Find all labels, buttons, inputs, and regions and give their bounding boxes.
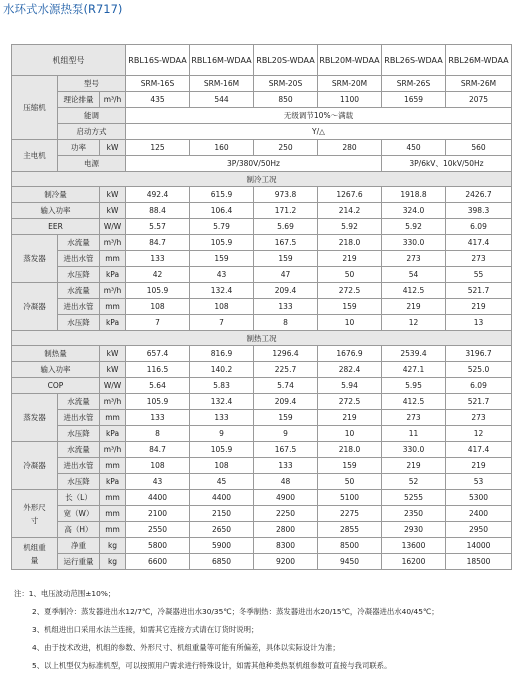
cell: 10 (318, 426, 382, 442)
cell: 560 (446, 140, 512, 156)
cell: 5.74 (254, 378, 318, 394)
cell: 5.92 (382, 219, 446, 235)
cell: 132.4 (190, 394, 254, 410)
cell: 6600 (126, 554, 190, 570)
model-header-row (12, 45, 512, 76)
condenser-label: 冷凝器 (12, 283, 58, 331)
cell: 10 (318, 315, 382, 331)
cell: SRM-20M (318, 76, 382, 92)
heating-capacity-row (12, 346, 512, 362)
cell: 2275 (318, 506, 382, 522)
model-name: RBL20S-WDAA (254, 45, 318, 76)
unit-label: mm (100, 299, 126, 315)
dimensions-label: 外形尺寸 (12, 490, 58, 538)
cell: 544 (190, 92, 254, 108)
cell: SRM-16S (126, 76, 190, 92)
cell: 105.9 (126, 394, 190, 410)
cell: 132.4 (190, 283, 254, 299)
pressure-drop-label: 水压降 (58, 474, 100, 490)
cooling-section-row (12, 172, 512, 187)
cell: 2950 (446, 522, 512, 538)
cell: 54 (382, 267, 446, 283)
heating-section-row (12, 331, 512, 346)
unit-label: kW (100, 346, 126, 362)
cell: 48 (254, 474, 318, 490)
cell: 105.9 (190, 442, 254, 458)
cell: 412.5 (382, 394, 446, 410)
cell: 2930 (382, 522, 446, 538)
cell: 47 (254, 267, 318, 283)
capacity-control-row (12, 108, 512, 124)
flow-label: 水流量 (58, 442, 100, 458)
cell: 273 (382, 410, 446, 426)
cell: 108 (126, 458, 190, 474)
capacity-control-label: 能调 (58, 108, 126, 124)
cell: 521.7 (446, 283, 512, 299)
cell: 18500 (446, 554, 512, 570)
cell: 1676.9 (318, 346, 382, 362)
cell: 417.4 (446, 235, 512, 251)
model-group-label: 机组型号 (12, 45, 126, 76)
unit-label: kPa (100, 267, 126, 283)
heating-evap-dp-row (12, 426, 512, 442)
height-row (12, 522, 512, 538)
cell: SRM-26S (382, 76, 446, 92)
motor-label: 主电机 (12, 140, 58, 172)
cell: 108 (190, 458, 254, 474)
cell: 492.4 (126, 187, 190, 203)
cell: 9200 (254, 554, 318, 570)
cooling-section-heading: 制冷工况 (12, 172, 512, 187)
displacement-row (12, 92, 512, 108)
cell: 398.3 (446, 203, 512, 219)
heating-evap-pipe-row (12, 410, 512, 426)
pressure-drop-label: 水压降 (58, 426, 100, 442)
cell: 219 (382, 458, 446, 474)
cop-row (12, 378, 512, 394)
cell: 525.0 (446, 362, 512, 378)
heating-section-heading: 制热工况 (12, 331, 512, 346)
unit-label: kPa (100, 474, 126, 490)
cell: 133 (254, 299, 318, 315)
input-power-label: 输入功率 (12, 203, 100, 219)
cell: 105.9 (190, 235, 254, 251)
net-weight-label: 净重 (58, 538, 100, 554)
pressure-drop-label: 水压降 (58, 315, 100, 331)
footnote: 5、以上机型仅为标准机型，可以按照用户需求进行特殊设计，如需其他种类热泵机组参数可直接与我司联系。 (32, 661, 392, 670)
pipe-label: 进出水管 (58, 410, 100, 426)
cell: 2150 (190, 506, 254, 522)
pipe-label: 进出水管 (58, 458, 100, 474)
net-weight-row (12, 538, 512, 554)
cell: 159 (318, 458, 382, 474)
unit-label: kW (100, 362, 126, 378)
cell: 417.4 (446, 442, 512, 458)
cell: 8 (254, 315, 318, 331)
condenser-label: 冷凝器 (12, 442, 58, 490)
cell: 272.5 (318, 283, 382, 299)
cooling-capacity-row (12, 187, 512, 203)
unit-label: W/W (100, 378, 126, 394)
cell: 5.95 (382, 378, 446, 394)
unit-label: m³/h (100, 92, 126, 108)
eer-label: EER (12, 219, 100, 235)
cell: 2800 (254, 522, 318, 538)
cell: 273 (446, 410, 512, 426)
cell: 106.4 (190, 203, 254, 219)
model-name: RBL26M-WDAA (446, 45, 512, 76)
cell: 88.4 (126, 203, 190, 219)
cell: 5300 (446, 490, 512, 506)
cell: 13600 (382, 538, 446, 554)
heating-capacity-label: 制热量 (12, 346, 100, 362)
cell: 6850 (190, 554, 254, 570)
unit-label: mm (100, 251, 126, 267)
input-power-label: 输入功率 (12, 362, 100, 378)
length-row (12, 490, 512, 506)
flow-label: 水流量 (58, 235, 100, 251)
cell: 2855 (318, 522, 382, 538)
cell: 9 (254, 426, 318, 442)
cell: 521.7 (446, 394, 512, 410)
type-label: 型号 (58, 76, 126, 92)
cooling-cond-dp-row (12, 315, 512, 331)
unit-label: kW (100, 140, 126, 156)
unit-label: m³/h (100, 235, 126, 251)
flow-label: 水流量 (58, 283, 100, 299)
cell: 6.09 (446, 378, 512, 394)
cell: 9450 (318, 554, 382, 570)
heating-evap-flow-row (12, 394, 512, 410)
cell: 43 (126, 474, 190, 490)
cell: 50 (318, 474, 382, 490)
cooling-evap-pipe-row (12, 251, 512, 267)
cell: 3196.7 (446, 346, 512, 362)
cell: 2100 (126, 506, 190, 522)
cell: 2075 (446, 92, 512, 108)
cell: 5.79 (190, 219, 254, 235)
cell: 8300 (254, 538, 318, 554)
cell: 4400 (126, 490, 190, 506)
footnotes (14, 585, 514, 675)
power-label: 功率 (58, 140, 100, 156)
model-name: RBL16S-WDAA (126, 45, 190, 76)
capacity-control-value: 无级调节10%～满载 (126, 108, 512, 124)
cell: 209.4 (254, 394, 318, 410)
cell: 133 (126, 410, 190, 426)
unit-label: m³/h (100, 394, 126, 410)
compressor-type-row (12, 76, 512, 92)
cell: SRM-26M (446, 76, 512, 92)
pressure-drop-label: 水压降 (58, 267, 100, 283)
weight-label: 机组重量 (12, 538, 58, 570)
cell: 1659 (382, 92, 446, 108)
cell: 116.5 (126, 362, 190, 378)
model-name: RBL26S-WDAA (382, 45, 446, 76)
unit-label: m³/h (100, 442, 126, 458)
start-mode-label: 启动方式 (58, 124, 126, 140)
unit-label: mm (100, 506, 126, 522)
cell: 12 (446, 426, 512, 442)
cell: 9 (190, 426, 254, 442)
cell: 973.8 (254, 187, 318, 203)
motor-supply-row (12, 156, 512, 172)
cell: 108 (126, 299, 190, 315)
cell: 2539.4 (382, 346, 446, 362)
width-row (12, 506, 512, 522)
cell: 2426.7 (446, 187, 512, 203)
motor-power-row (12, 140, 512, 156)
cell: 14000 (446, 538, 512, 554)
unit-label: kPa (100, 426, 126, 442)
cell: 4900 (254, 490, 318, 506)
cell: 7 (126, 315, 190, 331)
cell: 218.0 (318, 235, 382, 251)
cell: 219 (318, 410, 382, 426)
cell: 5.57 (126, 219, 190, 235)
cell: 45 (190, 474, 254, 490)
cop-label: COP (12, 378, 100, 394)
cell: 1267.6 (318, 187, 382, 203)
cell: 412.5 (382, 283, 446, 299)
start-mode-row (12, 124, 512, 140)
cell: 2550 (126, 522, 190, 538)
cell: 5100 (318, 490, 382, 506)
cell: 16200 (382, 554, 446, 570)
cell: 140.2 (190, 362, 254, 378)
cell: 5.69 (254, 219, 318, 235)
cell: 8 (126, 426, 190, 442)
cell: 159 (318, 299, 382, 315)
unit-label: mm (100, 490, 126, 506)
evaporator-label: 蒸发器 (12, 394, 58, 442)
cooling-cond-pipe-row (12, 299, 512, 315)
cell: 1100 (318, 92, 382, 108)
cell: 84.7 (126, 442, 190, 458)
cell: 1918.8 (382, 187, 446, 203)
cell: 272.5 (318, 394, 382, 410)
cell: 282.4 (318, 362, 382, 378)
cell: 330.0 (382, 235, 446, 251)
cell: 219 (446, 299, 512, 315)
cell: 250 (254, 140, 318, 156)
cell: 42 (126, 267, 190, 283)
cell: 5.64 (126, 378, 190, 394)
footnote: 2、夏季制冷：蒸发器进出水12/7℃，冷凝器进出水30/35℃；冬季制热：蒸发器进出水20/15℃，冷凝器进出水40/45℃； (32, 607, 439, 616)
cell: 435 (126, 92, 190, 108)
cell: 159 (254, 410, 318, 426)
cell: 167.5 (254, 235, 318, 251)
cell: 219 (382, 299, 446, 315)
cell: 5800 (126, 538, 190, 554)
unit-label: kg (100, 538, 126, 554)
unit-label: kPa (100, 315, 126, 331)
cell: 850 (254, 92, 318, 108)
cooling-cond-flow-row (12, 283, 512, 299)
width-label: 宽（W） (58, 506, 100, 522)
footnote: 注：1、电压波动范围±10%； (14, 589, 116, 598)
cell: 657.4 (126, 346, 190, 362)
cell: 55 (446, 267, 512, 283)
supply-value: 3P/380V/50Hz (126, 156, 382, 172)
cell: 5.83 (190, 378, 254, 394)
heating-cond-pipe-row (12, 458, 512, 474)
cell: 209.4 (254, 283, 318, 299)
length-label: 长（L） (58, 490, 100, 506)
unit-label: mm (100, 410, 126, 426)
eer-row (12, 219, 512, 235)
cell: 84.7 (126, 235, 190, 251)
cell: 2400 (446, 506, 512, 522)
heating-cond-flow-row (12, 442, 512, 458)
unit-label: W/W (100, 219, 126, 235)
cell: SRM-16M (190, 76, 254, 92)
cell: 615.9 (190, 187, 254, 203)
heating-cond-dp-row (12, 474, 512, 490)
evaporator-label: 蒸发器 (12, 235, 58, 283)
cell: 816.9 (190, 346, 254, 362)
cell: 7 (190, 315, 254, 331)
cell: 5.92 (318, 219, 382, 235)
cell: 133 (190, 410, 254, 426)
unit-label: mm (100, 458, 126, 474)
cell: 280 (318, 140, 382, 156)
cell: 160 (190, 140, 254, 156)
cell: 2350 (382, 506, 446, 522)
heating-input-row (12, 362, 512, 378)
cell: 450 (382, 140, 446, 156)
cell: 225.7 (254, 362, 318, 378)
cell: 13 (446, 315, 512, 331)
cell: 5.94 (318, 378, 382, 394)
cell: 5900 (190, 538, 254, 554)
cell: 2650 (190, 522, 254, 538)
cell: 133 (126, 251, 190, 267)
footnote: 4、由于技术改进，机组的参数、外形尺寸、机组重量等可能有所偏差，具体以实际设计为准； (32, 643, 340, 652)
operating-weight-label: 运行重量 (58, 554, 100, 570)
cooling-capacity-label: 制冷量 (12, 187, 100, 203)
cell: 11 (382, 426, 446, 442)
cell: 427.1 (382, 362, 446, 378)
displacement-label: 理论排量 (58, 92, 100, 108)
footnote: 3、机组进出口采用水法兰连接，如需其它连接方式请在订货时说明； (32, 625, 259, 634)
cell: SRM-20S (254, 76, 318, 92)
start-mode-value: Y/△ (126, 124, 512, 140)
cell: 219 (318, 251, 382, 267)
cell: 12 (382, 315, 446, 331)
cooling-evap-dp-row (12, 267, 512, 283)
unit-label: mm (100, 522, 126, 538)
pipe-label: 进出水管 (58, 299, 100, 315)
cell: 108 (190, 299, 254, 315)
operating-weight-row (12, 554, 512, 570)
unit-label: kW (100, 203, 126, 219)
model-name: RBL16M-WDAA (190, 45, 254, 76)
flow-label: 水流量 (58, 394, 100, 410)
compressor-label: 压缩机 (12, 76, 58, 140)
model-name: RBL20M-WDAA (318, 45, 382, 76)
cell: 53 (446, 474, 512, 490)
cell: 52 (382, 474, 446, 490)
cooling-input-row (12, 203, 512, 219)
height-label: 高（H） (58, 522, 100, 538)
cell: 159 (254, 251, 318, 267)
unit-label: kW (100, 187, 126, 203)
cell: 219 (446, 458, 512, 474)
cell: 5255 (382, 490, 446, 506)
cell: 324.0 (382, 203, 446, 219)
cell: 273 (446, 251, 512, 267)
cell: 8500 (318, 538, 382, 554)
cell: 6.09 (446, 219, 512, 235)
cell: 125 (126, 140, 190, 156)
page-title: 水环式水源热泵(R717) (3, 2, 123, 16)
cell: 167.5 (254, 442, 318, 458)
cell: 1296.4 (254, 346, 318, 362)
cell: 171.2 (254, 203, 318, 219)
cell: 218.0 (318, 442, 382, 458)
cooling-evap-flow-row (12, 235, 512, 251)
spec-table (11, 44, 512, 570)
unit-label: m³/h (100, 283, 126, 299)
cell: 4400 (190, 490, 254, 506)
supply-value: 3P/6kV、10kV/50Hz (382, 156, 512, 172)
cell: 330.0 (382, 442, 446, 458)
cell: 133 (254, 458, 318, 474)
supply-label: 电源 (58, 156, 126, 172)
cell: 105.9 (126, 283, 190, 299)
cell: 159 (190, 251, 254, 267)
cell: 214.2 (318, 203, 382, 219)
cell: 43 (190, 267, 254, 283)
pipe-label: 进出水管 (58, 251, 100, 267)
cell: 273 (382, 251, 446, 267)
spec-table-body (12, 45, 512, 570)
cell: 2250 (254, 506, 318, 522)
unit-label: kg (100, 554, 126, 570)
cell: 50 (318, 267, 382, 283)
